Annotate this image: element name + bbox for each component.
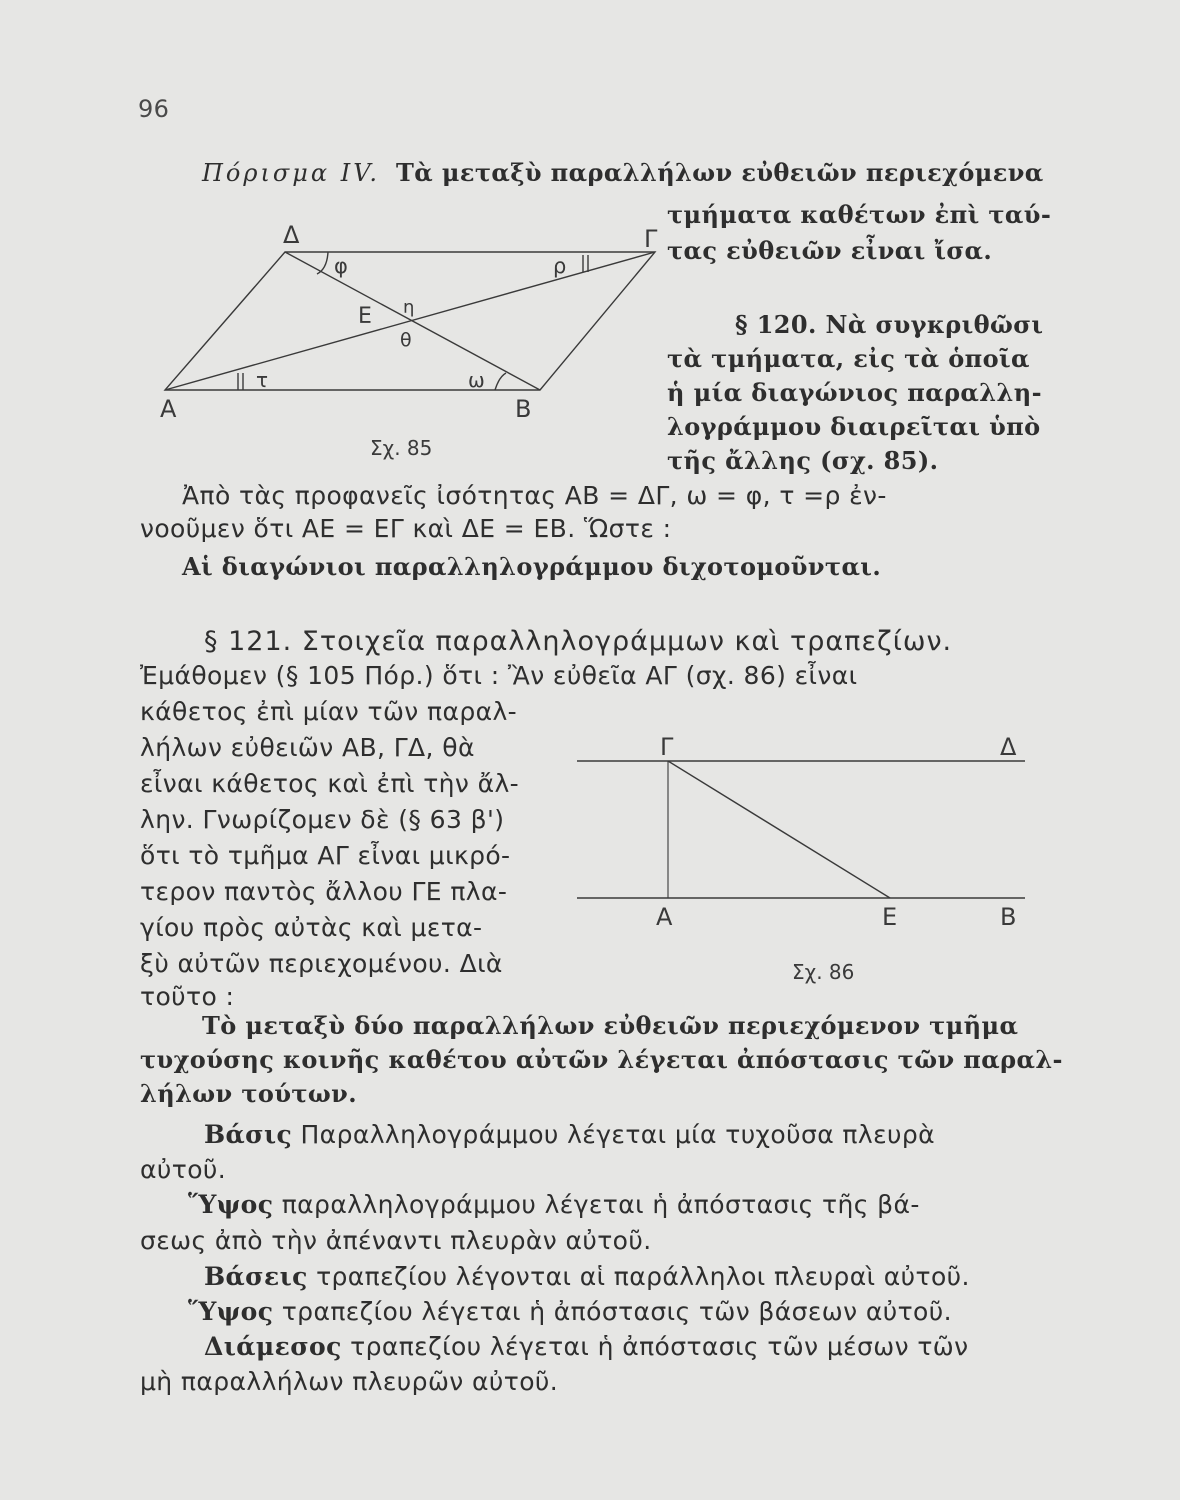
porisma-label: Πόρισμα IV. — [202, 159, 380, 187]
sec121-line2: Ἐμάθομεν (§ 105 Πόρ.) ὅτι : Ἂν εὐθεῖα ΑΓ (σχ. 86) εἶναι — [140, 661, 858, 690]
distance-definition-line3: λήλων τούτων. — [140, 1079, 357, 1108]
fig85-label-g: Γ — [644, 225, 658, 253]
def-median-cont: μὴ παραλλήλων πλευρῶν αὐτοῦ. — [140, 1367, 559, 1396]
sec121-left-line1: κάθετος ἐπὶ μίαν τῶν παραλ- — [140, 697, 518, 726]
def-text-height: παραλληλογράμμου λέγεται ἡ ἀπόστασις τῆς βά- — [281, 1190, 920, 1219]
fig85-label-eta: η — [403, 297, 415, 318]
fig86-caption: Σχ. 86 — [792, 960, 855, 984]
sec121-left-line6: τερον παντὸς ἄλλου ΓΕ πλα- — [140, 877, 508, 906]
sec121-left-line7: γίου πρὸς αὐτὰς καὶ μετα- — [140, 913, 483, 942]
sec121-left-line3: εἶναι κάθετος καὶ ἐπὶ τὴν ἄλ- — [140, 769, 520, 798]
fig86-label-b: Β — [1000, 903, 1017, 931]
sec120-proof-line2: νοοῦμεν ὅτι ΑΕ = ΕΓ καὶ ΔΕ = ΕΒ. Ὥστε : — [140, 514, 672, 543]
def-term-height: Ὕψος — [188, 1190, 274, 1219]
def-base-cont: αὐτοῦ. — [140, 1155, 227, 1184]
fig85-label-theta: θ — [400, 329, 412, 351]
fig86-label-d: Δ — [1000, 733, 1017, 761]
segment-ge — [668, 761, 890, 898]
porisma-line2: τμήματα καθέτων ἐπὶ ταύ- — [667, 200, 1052, 229]
page-number: 96 — [138, 95, 170, 123]
sec120-line4: λογράμμου διαιρεῖται ὑπὸ — [667, 412, 1041, 441]
sec120-line3: ἡ μία διαγώνιος παραλλη- — [667, 378, 1042, 407]
sec121-left-line8: ξὺ αὐτῶν περιεχομένου. Διὰ — [140, 949, 503, 978]
def-term-bases: Βάσεις — [204, 1262, 308, 1291]
figure-86 — [570, 725, 1030, 990]
sec121-left-line9: τοῦτο : — [140, 982, 235, 1011]
fig85-label-omega: ω — [468, 368, 485, 392]
fig86-label-a: Α — [656, 903, 673, 931]
porisma-line1: Τὰ μεταξὺ παραλλήλων εὐθειῶν περιεχόμενα — [396, 158, 1044, 187]
porisma-line3: τας εὐθειῶν εἶναι ἴσα. — [667, 236, 993, 265]
sec120-line5: τῆς ἄλλης (σχ. 85). — [667, 446, 939, 475]
fig85-label-rho: ρ — [553, 254, 567, 278]
def-height-parallelogram — [188, 1190, 920, 1220]
def-term-median: Διάμεσος — [204, 1332, 342, 1361]
sec120-line1: § 120. Νὰ συγκριθῶσι — [735, 310, 1044, 339]
diagonal-db — [285, 252, 540, 390]
def-text-bases: τραπεζίου λέγονται αἱ παράλληλοι πλευραὶ αὐτοῦ. — [316, 1262, 970, 1291]
fig85-label-d: Δ — [283, 221, 300, 249]
sec121-left-line5: ὅτι τὸ τμῆμα ΑΓ εἶναι μικρό- — [140, 841, 511, 870]
def-text-base: Παραλληλογράμμου λέγεται μία τυχοῦσα πλευρὰ — [300, 1120, 936, 1149]
def-text-median: τραπεζίου λέγεται ἡ ἀπόστασις τῶν μέσων τῶν — [350, 1332, 969, 1361]
def-bases-trapezoid — [204, 1262, 970, 1292]
sec121-left-line2: λήλων εὐθειῶν ΑΒ, ΓΔ, θὰ — [140, 733, 475, 762]
sec120-conclusion: Αἱ διαγώνιοι παραλληλογράμμου διχοτομοῦνται. — [182, 552, 882, 581]
def-median-trapezoid — [204, 1332, 968, 1362]
sec120-proof-line1: Ἀπὸ τὰς προφανεῖς ἰσότητας ΑΒ = ΔΓ, ω = φ, τ =ρ ἐν- — [182, 481, 887, 510]
def-text-height-trapezoid: τραπεζίου λέγεται ἡ ἀπόστασις τῶν βάσεων αὐτοῦ. — [281, 1297, 952, 1326]
def-term-height-trapezoid: Ὕψος — [188, 1297, 274, 1326]
sec121-left-line4: λην. Γνωρίζομεν δὲ (§ 63 β') — [140, 805, 505, 834]
figure-85 — [150, 215, 670, 465]
porisma-heading — [202, 158, 1044, 188]
fig85-label-e: Ε — [358, 304, 372, 329]
fig86-label-e: Ε — [882, 903, 898, 931]
fig85-caption: Σχ. 85 — [370, 436, 433, 460]
fig85-label-tau: τ — [256, 368, 269, 392]
def-term-base: Βάσις — [204, 1120, 293, 1149]
sec120-line2: τὰ τμήματα, εἰς τὰ ὁποῖα — [667, 344, 1030, 373]
distance-definition-line2: τυχούσης κοινῆς καθέτου αὐτῶν λέγεται ἀπόστασις τῶν παραλ- — [140, 1045, 1063, 1074]
distance-definition-line1: Τὸ μεταξὺ δύο παραλλήλων εὐθειῶν περιεχόμενον τμῆμα — [202, 1011, 1019, 1040]
def-height-trapezoid — [188, 1297, 952, 1327]
fig86-label-g: Γ — [660, 733, 674, 761]
fig85-label-phi: φ — [334, 254, 348, 278]
fig85-label-a: Α — [160, 395, 177, 423]
def-base-parallelogram — [204, 1120, 935, 1150]
fig85-label-b: Β — [515, 395, 532, 423]
diagonal-ag — [165, 252, 655, 390]
def-height-cont: σεως ἀπὸ τὴν ἀπέναντι πλευρὰν αὐτοῦ. — [140, 1226, 652, 1255]
sec121-heading: § 121. Στοιχεῖα παραλληλογράμμων καὶ τραπεζίων. — [204, 626, 953, 657]
angle-arc-omega — [495, 373, 506, 390]
